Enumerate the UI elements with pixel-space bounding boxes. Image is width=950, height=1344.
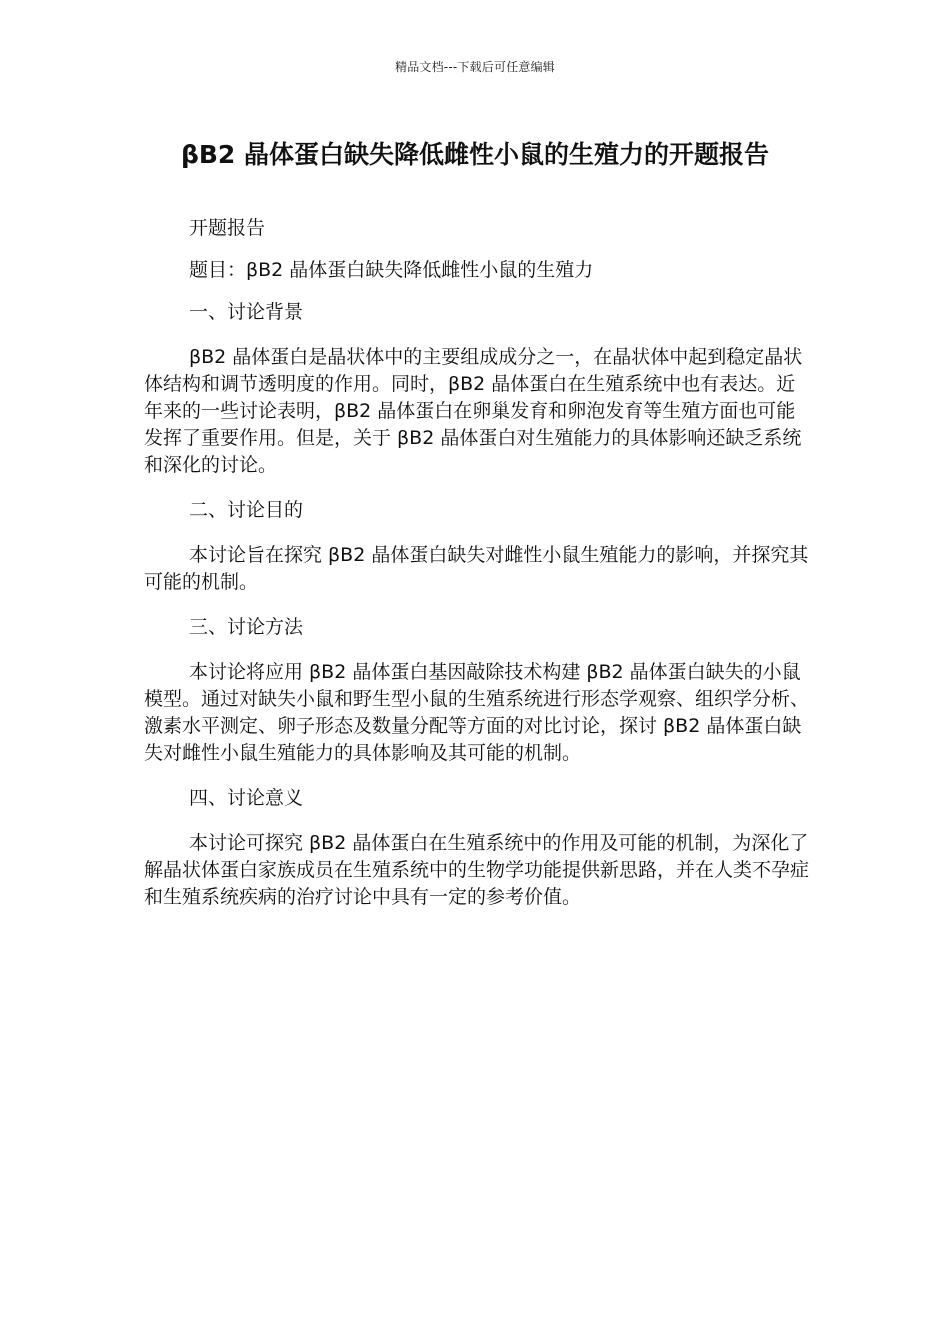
heading-background: 一、讨论背景 xyxy=(189,301,304,323)
paragraph-methods: 本讨论将应用 βB2 晶体蛋白基因敲除技术构建 βB2 晶体蛋白缺失的小鼠模型。通过对缺失小鼠和野生型小鼠的生殖系统进行形态学观察、组织学分析、激素水平测定、卵子形态及数量分配等方面的对比讨论，探讨 βB2 晶体蛋白缺失对雌性小鼠生殖能力的具体影响及其可能的机制。 xyxy=(144,661,810,764)
document-body xyxy=(144,215,809,911)
page-header-watermark: 精品文档---下载后可任意编辑 xyxy=(395,60,555,74)
document-title: βB2 晶体蛋白缺失降低雌性小鼠的生殖力的开题报告 xyxy=(180,140,770,169)
heading-methods: 三、讨论方法 xyxy=(189,616,304,638)
topic-line: 题目：βB2 晶体蛋白缺失降低雌性小鼠的生殖力 xyxy=(189,259,594,281)
heading-purpose: 二、讨论目的 xyxy=(189,499,304,521)
paragraph-background: βB2 晶体蛋白是晶状体中的主要组成成分之一，在晶状体中起到稳定晶状体结构和调节透明度的作用。同时，βB2 晶体蛋白在生殖系统中也有表达。近年来的一些讨论表明，βB2 晶体蛋白在卵巢发育和卵泡发育等生殖方面也可能发挥了重要作用。但是，关于 βB2 晶体蛋白对生殖能力的具体影响还缺乏系统和深化的讨论。 xyxy=(144,346,803,476)
section-label-report: 开题报告 xyxy=(189,217,266,239)
paragraph-purpose: 本讨论旨在探究 βB2 晶体蛋白缺失对雌性小鼠生殖能力的影响，并探究其可能的机制。 xyxy=(144,544,809,593)
heading-significance: 四、讨论意义 xyxy=(189,787,304,809)
paragraph-significance: 本讨论可探究 βB2 晶体蛋白在生殖系统中的作用及可能的机制，为深化了解晶状体蛋白家族成员在生殖系统中的生物学功能提供新思路，并在人类不孕症和生殖系统疾病的治疗讨论中具有一定的参考价值。 xyxy=(144,832,810,908)
